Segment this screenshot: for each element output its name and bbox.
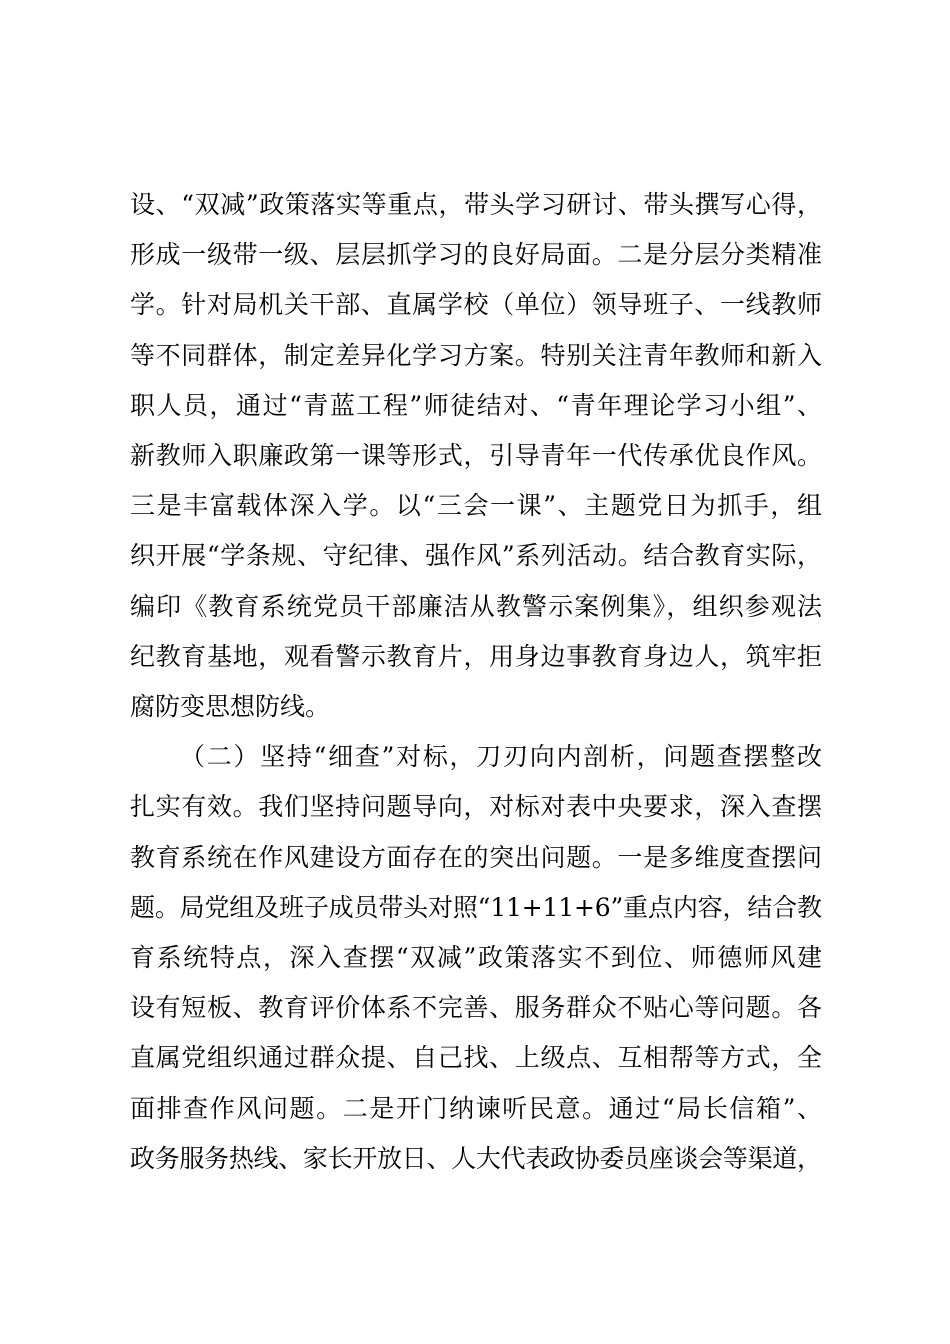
paragraph-line: 设有短板、教育评价体系不完善、服务群众不贴心等问题。各 [130,993,823,1023]
paragraph-line: 政务服务热线、家长开放日、人大代表政协委员座谈会等渠道， [130,1143,822,1173]
paragraph-line: 扎实有效。我们坚持问题导向，对标对表中央要求，深入查摆 [130,792,823,822]
paragraph-line: 织开展“学条规、守纪律、强作风”系列活动。结合教育实际， [130,541,823,571]
paragraph-line: 题。局党组及班子成员带头对照“11+11+6”重点内容，结合教 [130,892,822,922]
paragraph-line: 面排查作风问题。二是开门纳谏听民意。通过“局长信箱”、 [130,1093,824,1123]
paragraph-line: 形成一级带一级、层层抓学习的良好局面。二是分层分类精准 [130,240,823,270]
paragraph-line: 设、“双减”政策落实等重点，带头学习研讨、带头撰写心得， [130,190,823,219]
section-heading-line: （二）坚持“细查”对标，刀刃向内剖析，问题查摆整改 [180,742,824,772]
paragraph-line: 新教师入职廉政第一课等形式，引导青年一代传承优良作风。 [130,441,823,470]
paragraph-line: 编印《教育系统党员干部廉洁从教警示案例集》，组织参观法 [130,591,824,621]
paragraph-line: 三是丰富载体深入学。以“三会一课”、主题党日为抓手，组 [130,491,824,521]
paragraph-line: 教育系统在作风建设方面存在的突出问题。一是多维度查摆问 [130,842,823,872]
paragraph-line: 纪教育基地，观看警示教育片，用身边事教育身边人，筑牢拒 [130,641,823,671]
paragraph-line: 等不同群体，制定差异化学习方案。特别关注青年教师和新入 [130,340,823,370]
paragraph-line: 育系统特点，深入查摆“双减”政策落实不到位、师德师风建 [130,943,824,972]
paragraph-line: 学。针对局机关干部、直属学校（单位）领导班子、一线教师 [130,290,823,320]
paragraph-line: 职人员，通过“青蓝工程”师徒结对、“青年理论学习小组”、 [130,390,824,420]
paragraph-line: 直属党组织通过群众提、自己找、上级点、互相帮等方式，全 [130,1043,823,1073]
paragraph-line: 腐防变思想防线。 [130,692,331,721]
